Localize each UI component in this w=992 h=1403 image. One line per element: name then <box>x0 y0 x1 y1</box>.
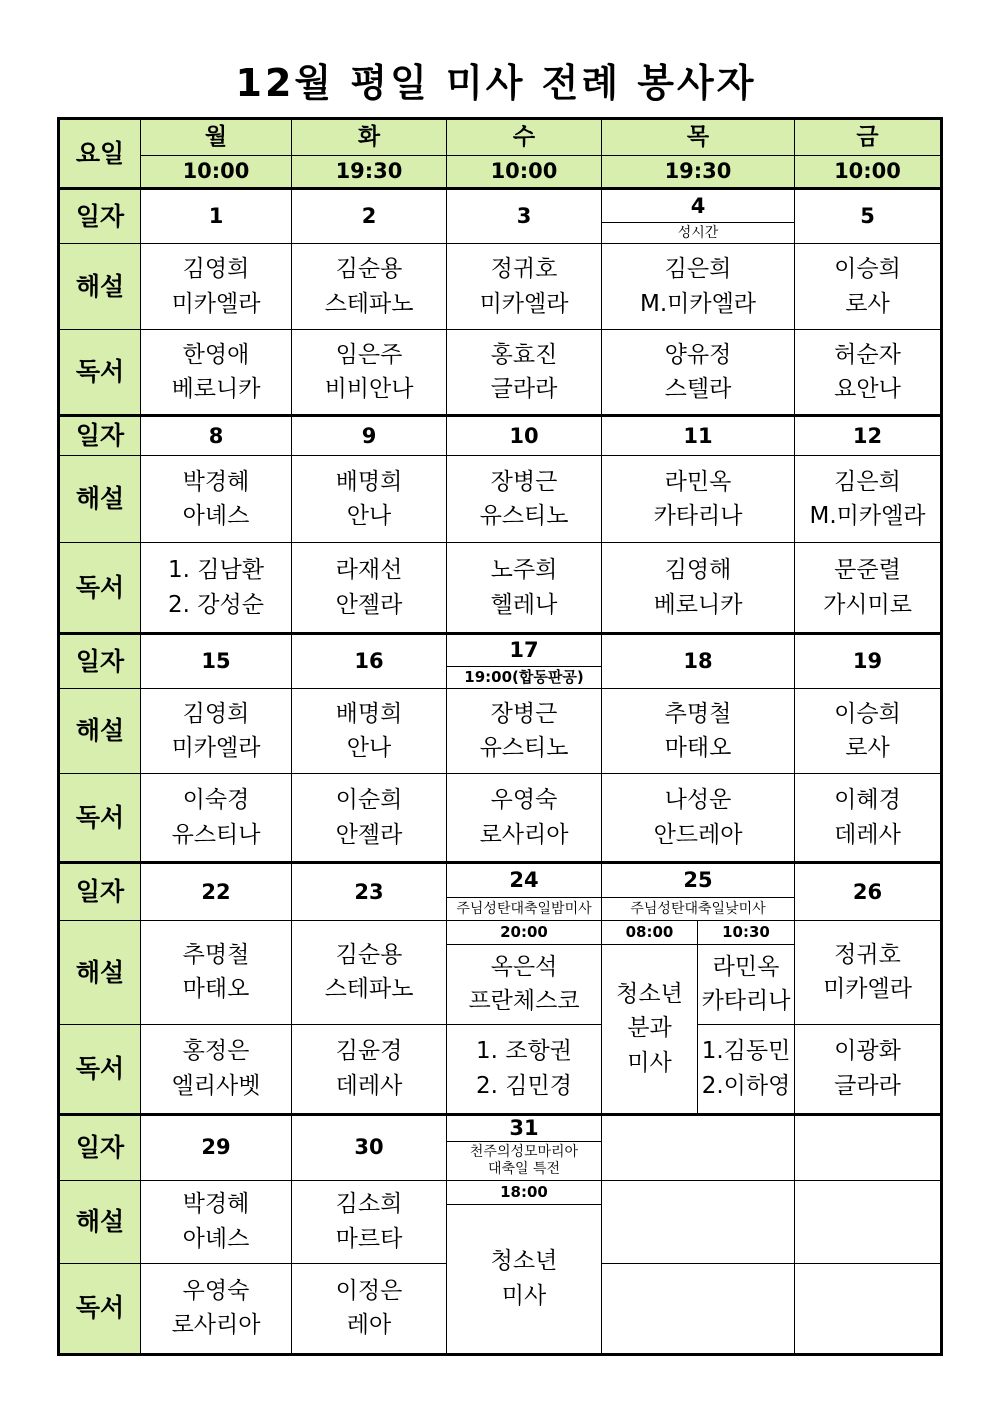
commentary-cell: 장병근 유스티노 <box>447 456 602 543</box>
reading-cell: 홍효진 글라라 <box>447 330 602 416</box>
row-label-reading: 독서 <box>59 1263 141 1354</box>
commentary-cell: 이승희 로사 <box>795 689 942 774</box>
date-cell: 18 <box>602 634 795 689</box>
header-day-thu: 목 <box>602 119 795 156</box>
date-cell: 30 <box>292 1114 447 1180</box>
reading-cell: 우영숙 로사리아 <box>447 774 602 863</box>
row-label-reading: 독서 <box>59 774 141 863</box>
commentary-cell: 김순용 스테파노 <box>292 244 447 330</box>
row-label-date: 일자 <box>59 416 141 456</box>
commentary-cell: 박경혜 아녜스 <box>141 1180 292 1263</box>
commentary-cell: 추명철 마태오 <box>602 689 795 774</box>
reading-cell: 임은주 비비안나 <box>292 330 447 416</box>
schedule-table <box>57 117 943 1356</box>
page-title: 12월 평일 미사 전례 봉사자 <box>235 61 757 105</box>
row-label-commentary: 해설 <box>59 921 141 1025</box>
date-cell: 1 <box>141 189 292 244</box>
date-number: 31 <box>447 1116 601 1142</box>
commentary-cell: 박경혜 아녜스 <box>141 456 292 543</box>
commentary-cell: 옥은석 프란체스코 <box>447 944 602 1024</box>
date-number: 24 <box>447 864 601 898</box>
row-label-commentary: 해설 <box>59 1180 141 1263</box>
row-label-date: 일자 <box>59 863 141 921</box>
header-time-tue: 19:30 <box>292 155 447 189</box>
date-cell: 16 <box>292 634 447 689</box>
row-label-date: 일자 <box>59 634 141 689</box>
empty-cell <box>602 1114 795 1180</box>
date-cell: 5 <box>795 189 942 244</box>
reading-cell: 이순희 안젤라 <box>292 774 447 863</box>
commentary-cell: 배명희 안나 <box>292 456 447 543</box>
reading-cell: 노주희 헬레나 <box>447 543 602 634</box>
header-time-fri: 10:00 <box>795 155 942 189</box>
header-day-tue: 화 <box>292 119 447 156</box>
reading-cell: 문준렬 가시미로 <box>795 543 942 634</box>
date-cell: 8 <box>141 416 292 456</box>
row-label-date: 일자 <box>59 189 141 244</box>
commentary-cell: 라민옥 카타리나 <box>602 456 795 543</box>
commentary-cell: 추명철 마태오 <box>141 921 292 1025</box>
header-time-mon: 10:00 <box>141 155 292 189</box>
commentary-cell: 김영희 미카엘라 <box>141 689 292 774</box>
date-cell-thu <box>602 863 795 921</box>
header-time-thu: 19:30 <box>602 155 795 189</box>
commentary-cell: 정귀호 미카엘라 <box>795 921 942 1025</box>
empty-cell <box>602 1263 795 1354</box>
commentary-cell: 라민옥 카타리나 <box>698 944 795 1024</box>
reading-cell: 1.김동민 2.이하영 <box>698 1024 795 1114</box>
reading-cell: 허순자 요안나 <box>795 330 942 416</box>
date-note: 주님성탄대축일밤미사 <box>456 900 592 917</box>
date-cell: 15 <box>141 634 292 689</box>
date-note: 주님성탄대축일낮미사 <box>630 900 766 917</box>
commentary-cell: 이승희 로사 <box>795 244 942 330</box>
date-number: 17 <box>447 635 601 667</box>
commentary-cell: 김영희 미카엘라 <box>141 244 292 330</box>
time-cell: 18:00 <box>447 1180 602 1204</box>
commentary-cell: 김순용 스테파노 <box>292 921 447 1025</box>
empty-cell <box>795 1263 942 1354</box>
reading-cell: 한영애 베로니카 <box>141 330 292 416</box>
date-cell: 19 <box>795 634 942 689</box>
reading-cell: 이숙경 유스티나 <box>141 774 292 863</box>
row-label-date: 일자 <box>59 1114 141 1180</box>
reading-cell: 김윤경 데레사 <box>292 1024 447 1114</box>
commentary-cell: 장병근 유스티노 <box>447 689 602 774</box>
header-time-wed: 10:00 <box>447 155 602 189</box>
date-cell-wed <box>447 1114 602 1180</box>
date-cell: 10 <box>447 416 602 456</box>
youth-mass-cell: 청소년 분과 미사 <box>602 944 698 1114</box>
date-cell: 23 <box>292 863 447 921</box>
date-note: 천주의성모마리아 대축일 특전 <box>469 1143 579 1177</box>
time-cell: 10:30 <box>698 921 795 945</box>
commentary-cell: 김소희 마르타 <box>292 1180 447 1263</box>
date-cell-thu <box>602 189 795 244</box>
date-cell: 22 <box>141 863 292 921</box>
date-cell-wed <box>447 634 602 689</box>
reading-cell: 홍정은 엘리사벳 <box>141 1024 292 1114</box>
date-cell: 2 <box>292 189 447 244</box>
commentary-cell: 김은희 M.미카엘라 <box>795 456 942 543</box>
date-cell-wed <box>447 863 602 921</box>
commentary-cell: 김은희 M.미카엘라 <box>602 244 795 330</box>
reading-cell: 이정은 레아 <box>292 1263 447 1354</box>
header-day-fri: 금 <box>795 119 942 156</box>
date-number: 25 <box>602 864 794 898</box>
reading-cell: 1. 김남환 2. 강성순 <box>141 543 292 634</box>
row-label-reading: 독서 <box>59 330 141 416</box>
date-cell: 26 <box>795 863 942 921</box>
reading-cell: 이혜경 데레사 <box>795 774 942 863</box>
commentary-cell: 정귀호 미카엘라 <box>447 244 602 330</box>
reading-cell: 나성운 안드레아 <box>602 774 795 863</box>
youth-mass-cell: 청소년 미사 <box>447 1204 602 1354</box>
empty-cell <box>795 1180 942 1263</box>
header-day-wed: 수 <box>447 119 602 156</box>
row-label-commentary: 해설 <box>59 456 141 543</box>
reading-cell: 양유정 스텔라 <box>602 330 795 416</box>
row-label-reading: 독서 <box>59 1024 141 1114</box>
empty-cell <box>602 1180 795 1263</box>
date-cell: 12 <box>795 416 942 456</box>
reading-cell: 라재선 안젤라 <box>292 543 447 634</box>
reading-cell: 이광화 글라라 <box>795 1024 942 1114</box>
date-cell: 3 <box>447 189 602 244</box>
row-label-commentary: 해설 <box>59 689 141 774</box>
commentary-cell: 배명희 안나 <box>292 689 447 774</box>
empty-cell <box>795 1114 942 1180</box>
time-cell: 20:00 <box>447 921 602 945</box>
time-cell: 08:00 <box>602 921 698 945</box>
date-cell: 9 <box>292 416 447 456</box>
reading-cell: 김영해 베로니카 <box>602 543 795 634</box>
date-number: 4 <box>602 190 794 223</box>
header-day-mon: 월 <box>141 119 292 156</box>
header-yoil: 요일 <box>59 119 141 189</box>
date-note: 성시간 <box>677 224 719 241</box>
date-note: 19:00(합동판공) <box>464 668 584 687</box>
date-cell: 11 <box>602 416 795 456</box>
reading-cell: 1. 조항권 2. 김민경 <box>447 1024 602 1114</box>
row-label-commentary: 해설 <box>59 244 141 330</box>
date-cell: 29 <box>141 1114 292 1180</box>
reading-cell: 우영숙 로사리아 <box>141 1263 292 1354</box>
row-label-reading: 독서 <box>59 543 141 634</box>
